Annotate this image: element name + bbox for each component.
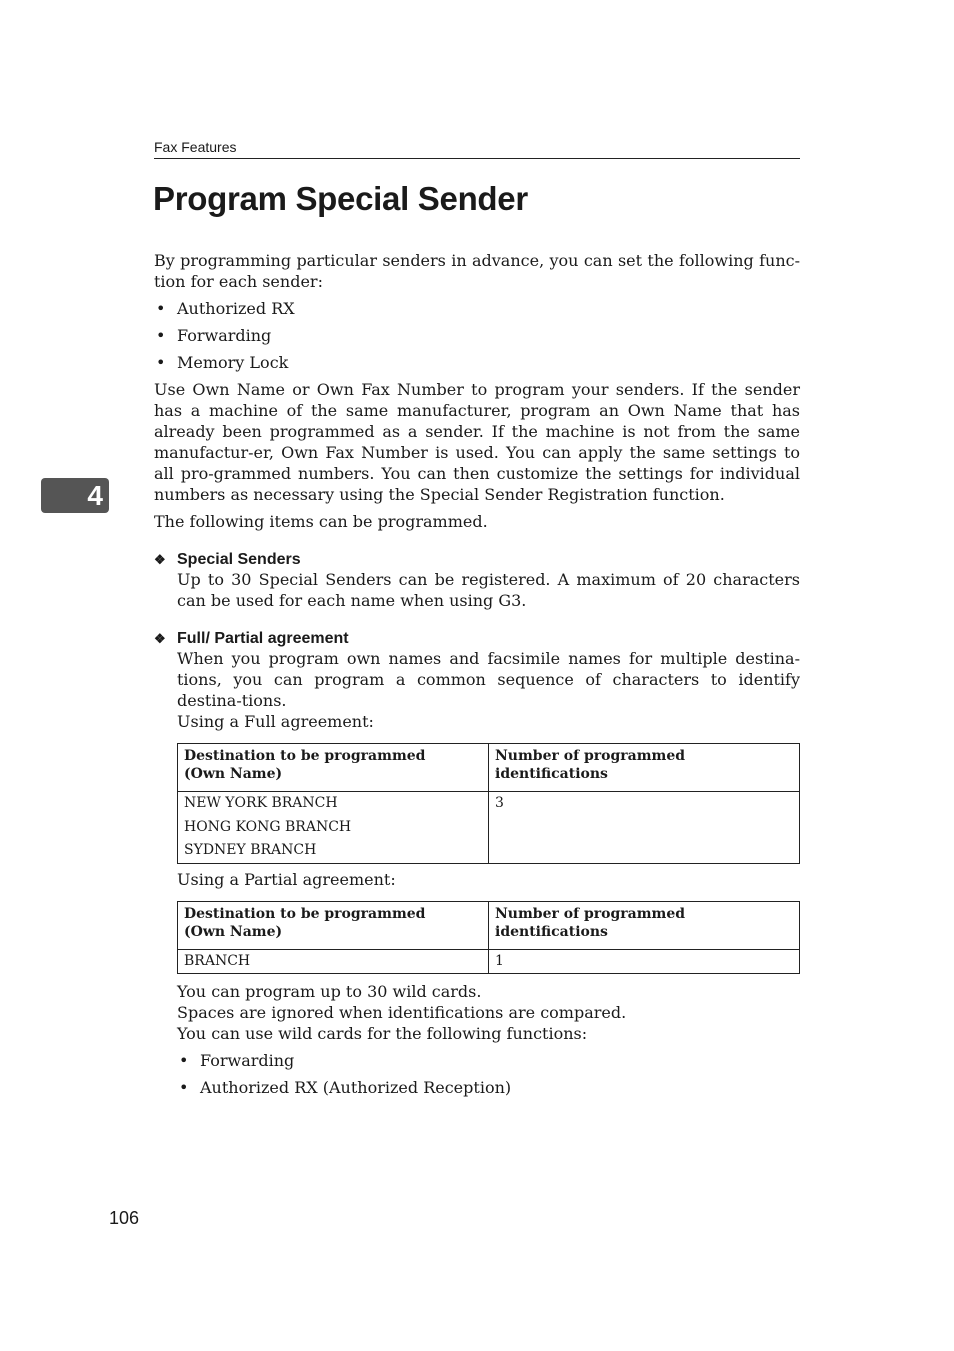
main-content [154, 250, 800, 1104]
section-heading-full-partial [154, 628, 800, 648]
destination-cell: NEW YORK BRANCH HONG KONG BRANCH SYDNEY BRANCH [178, 792, 489, 864]
wildcard-note: Spaces are ignored when identifications are compared. [177, 1003, 627, 1022]
list-item: • Authorized RX (Authorized Reception) [177, 1077, 800, 1098]
page-title: Program Special Sender [153, 180, 528, 217]
header-rule [154, 158, 800, 159]
items-paragraph: The following items can be programmed. [154, 512, 488, 531]
wildcard-note: You can use wild cards for the following functions: [177, 1024, 588, 1043]
table-header-row [178, 744, 800, 792]
table-header-row [178, 901, 800, 949]
column-header-destination: Destination to be programmed (Own Name) [178, 744, 489, 792]
full-agreement-label: Using a Full agreement: [177, 712, 374, 731]
section-heading-label: Full/ Partial agreement [177, 629, 349, 647]
diamond-bullet-icon: ❖ [154, 630, 166, 646]
column-header-count: Number of programmed identifications [489, 744, 800, 792]
table-row [178, 949, 800, 974]
partial-agreement-label: Using a Partial agreement: [177, 869, 396, 889]
list-item: • Forwarding [154, 325, 800, 346]
column-header-count: Number of programmed identifications [489, 901, 800, 949]
special-senders-body: Up to 30 Special Senders can be registered. A maximum of 20 characters can be used for each name when using G3. [177, 570, 800, 610]
chapter-tab: 4 [41, 478, 109, 513]
section-heading-special-senders [154, 549, 800, 569]
count-cell: 3 [489, 792, 800, 864]
wildcard-function-list [177, 1050, 800, 1098]
list-item: • Authorized RX [154, 298, 800, 319]
own-name-paragraph: Use Own Name or Own Fax Number to program your senders. If the sender has a machine of the same manufacturer, program an Own Name that has already been programmed as a sender. If the machine is not from the same manufactur-er, Own Fax Number is used. You can apply the same settings to all pro-grammed numbers. You can then customize the settings for individual numbers as necessary using the Special Sender Registration function. [154, 380, 800, 504]
full-partial-body [154, 648, 800, 1098]
table-row [178, 792, 800, 864]
function-list [154, 298, 800, 373]
intro-paragraph: By programming particular senders in advance, you can set the following func-tion for each sender: [154, 251, 800, 291]
full-partial-description: When you program own names and facsimile names for multiple destina-tions, you can program a common sequence of characters to identify destina-tions. [177, 649, 800, 710]
page-number: 106 [109, 1208, 140, 1228]
list-item: • Memory Lock [154, 352, 800, 373]
partial-agreement-table [177, 901, 800, 975]
diamond-bullet-icon: ❖ [154, 551, 166, 567]
list-item: • Forwarding [177, 1050, 800, 1071]
wildcard-note: You can program up to 30 wild cards. [177, 982, 482, 1001]
running-header: Fax Features [154, 139, 237, 155]
destination-cell: BRANCH [178, 949, 489, 974]
section-heading-label: Special Senders [177, 550, 301, 568]
count-cell: 1 [489, 949, 800, 974]
full-agreement-table [177, 743, 800, 864]
column-header-destination: Destination to be programmed (Own Name) [178, 901, 489, 949]
